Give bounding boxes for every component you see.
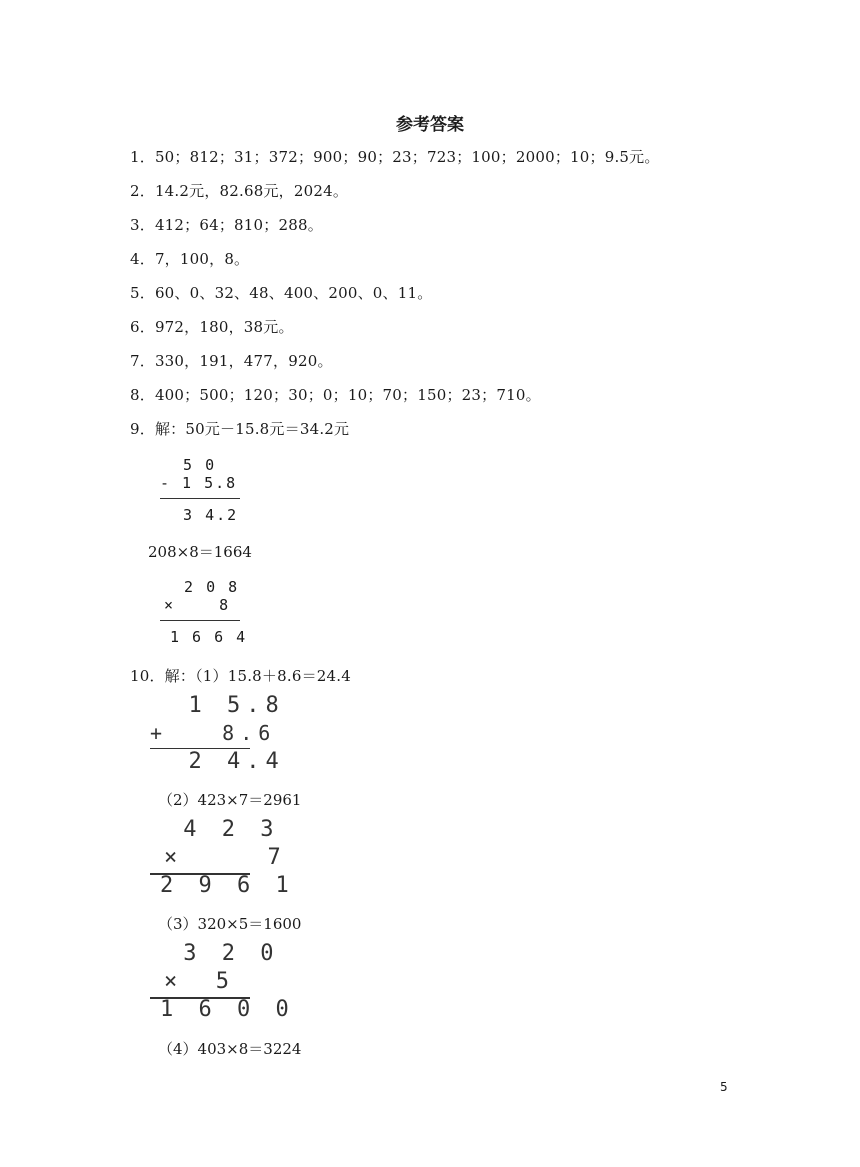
calc-top-row: 3 2 0 [164, 941, 280, 966]
calc-result-row: 1 6 0 0 [160, 997, 295, 1022]
vertical-multiplication [150, 941, 295, 1023]
calc-top-row: 1 5.8 [150, 693, 285, 718]
page-number: 5 [720, 1080, 728, 1094]
answer-line-7: 7．330，191，477，920。 [130, 352, 333, 370]
calc-result-row: 1 6 6 4 [170, 628, 248, 646]
calc-top-row: 5 0 [172, 456, 217, 474]
calc-result-row: 3 4.2 [172, 506, 239, 524]
calc-result-row: 2 4.4 [150, 749, 285, 774]
answer-line-6: 6．972，180，38元。 [130, 318, 294, 336]
calc-middle-row: × 8 [164, 596, 231, 614]
calc-divider [160, 498, 240, 499]
vertical-multiplication [160, 578, 250, 648]
answer-line-8: 8．400；500；120；30；0；10；70；150；23；710。 [130, 386, 541, 404]
calc-top-row: 2 0 8 [162, 578, 240, 596]
answer-line-3: 3．412；64；810；288。 [130, 216, 323, 234]
calc-divider [160, 620, 240, 621]
calc-middle-row: - 1 5.8 [160, 474, 238, 492]
calc-middle-row: + 8.6 [150, 721, 277, 745]
page-title: 参考答案 [396, 115, 464, 135]
calc-top-row: 4 2 3 [164, 817, 280, 842]
answer-line-5: 5．60、0、32、48、400、200、0、11。 [130, 284, 433, 302]
answer-line-4: 4．7，100，8。 [130, 250, 250, 268]
answer-line-10-part-3: （3）320×5＝1600 [158, 915, 302, 933]
answer-line-10: 10．解：（1）15.8＋8.6＝24.4 [130, 667, 351, 685]
answer-line-10-part-4: （4）403×8＝3224 [158, 1040, 302, 1058]
answer-line-2: 2．14.2元，82.68元，2024。 [130, 182, 349, 200]
vertical-addition [150, 693, 285, 775]
answer-line-10-part-2: （2）423×7＝2961 [158, 791, 302, 809]
vertical-subtraction [160, 456, 250, 526]
answer-line-9-multiplication: 208×8＝1664 [148, 543, 252, 561]
calc-result-row: 2 9 6 1 [160, 873, 295, 898]
answer-line-9: 9．解：50元－15.8元＝34.2元 [130, 420, 350, 438]
answer-line-1: 1．50；812；31；372；900；90；23；723；100；2000；10；9.5元。 [130, 148, 660, 166]
vertical-multiplication [150, 817, 295, 899]
calc-middle-row: × 7 [164, 845, 285, 870]
calc-middle-row: × 5 [164, 969, 233, 994]
